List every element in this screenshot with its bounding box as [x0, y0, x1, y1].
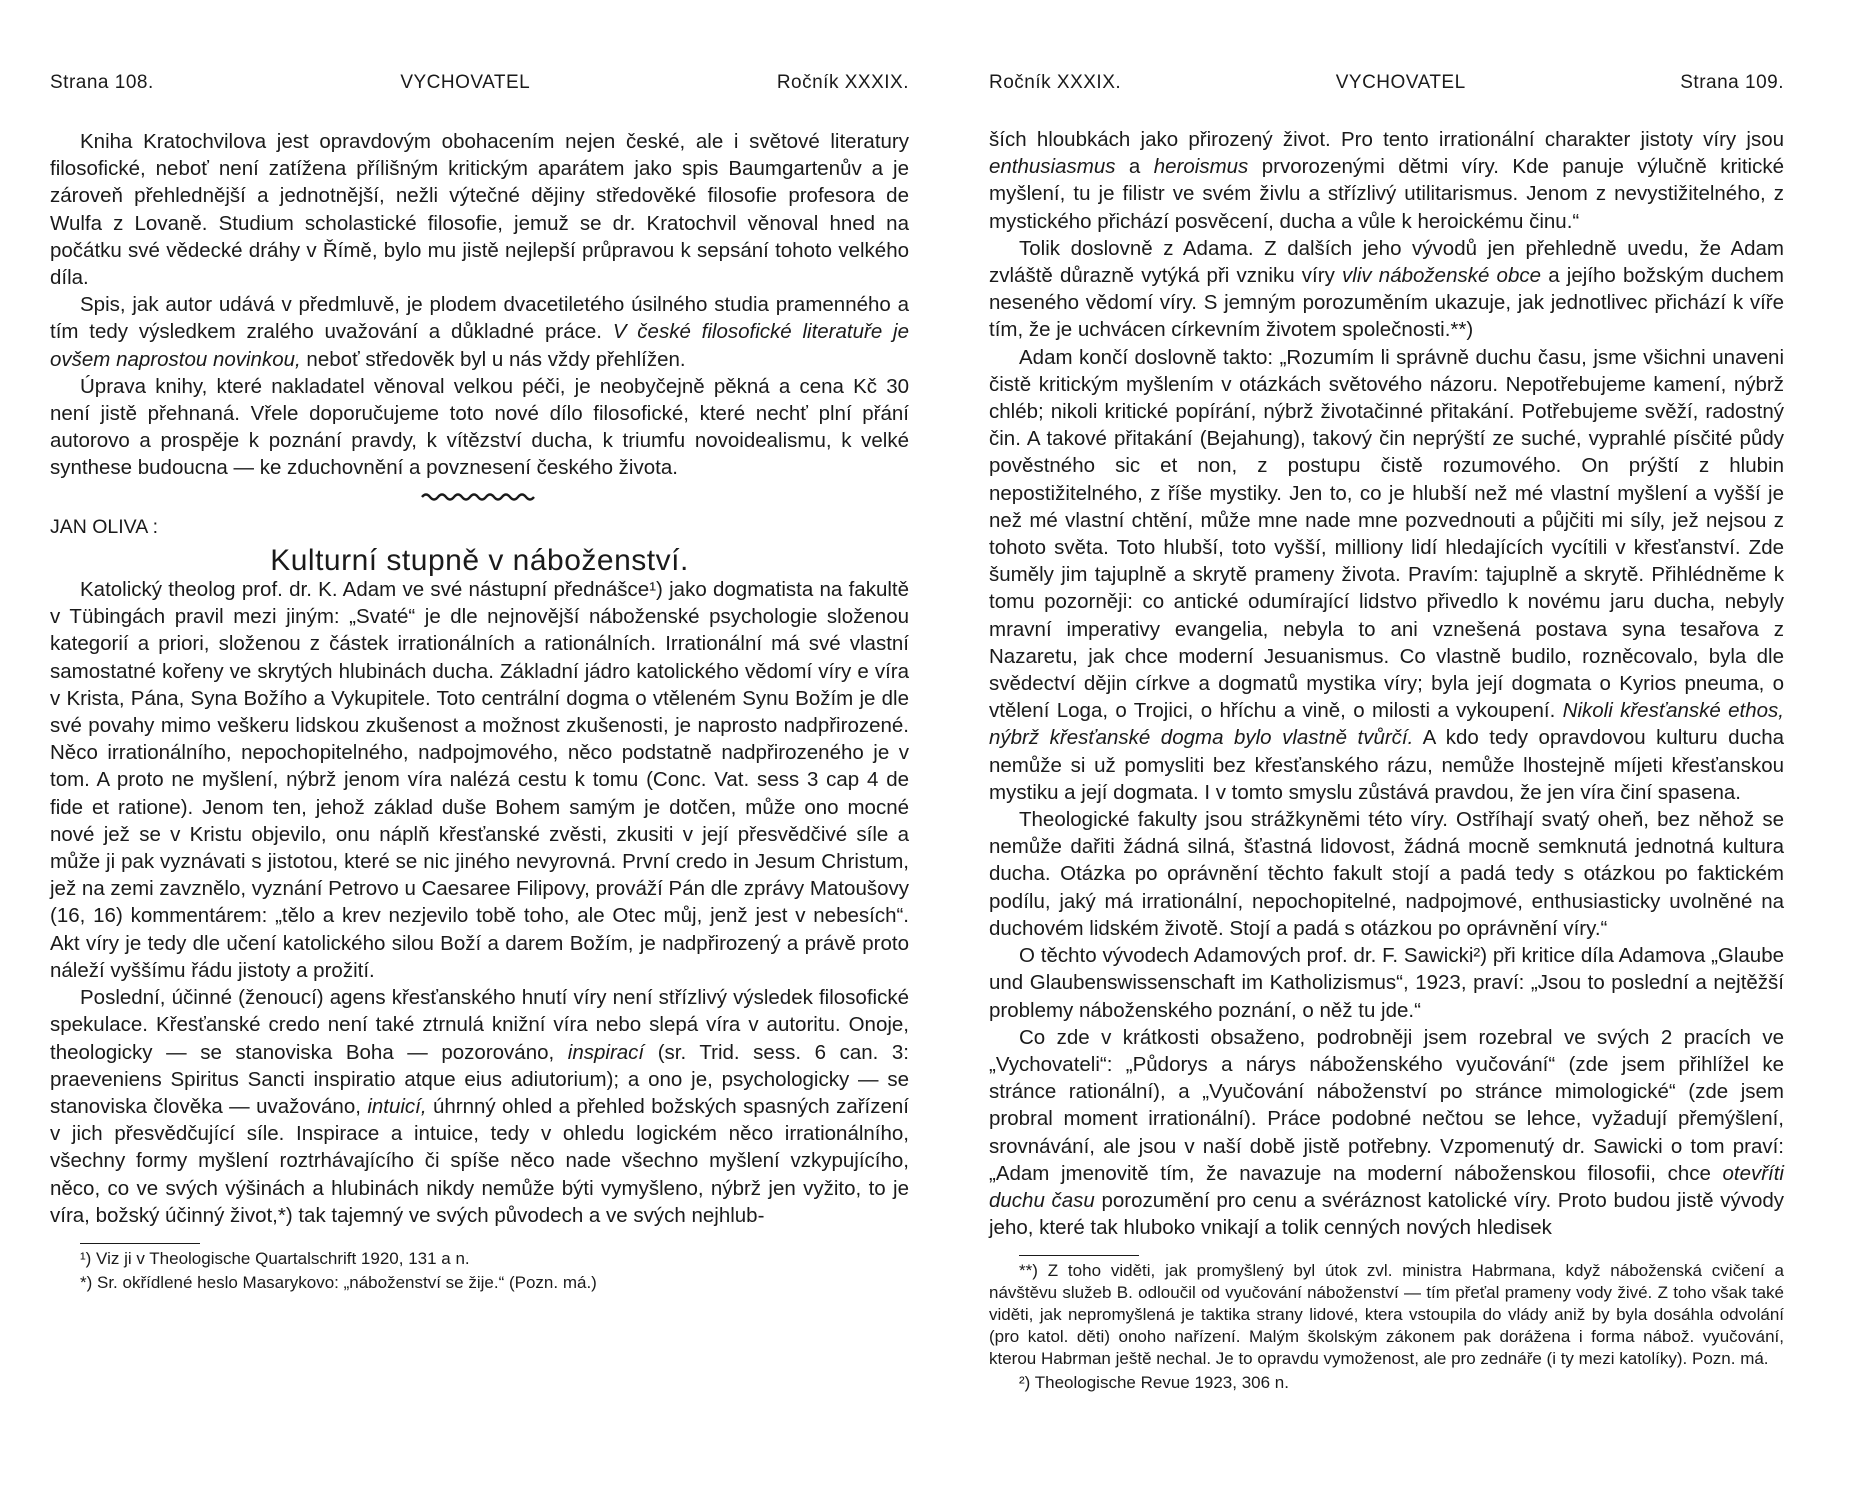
- running-header-right: [989, 72, 1784, 108]
- page-number: Strana 108.: [50, 72, 154, 93]
- footnote: **) Z toho viděti, jak promyšlený byl útok zvl. ministra Habrmana, když náboženská cvičení a návštěvu služeb B. odloučil od vyučování náboženství — tím přeťal prameny vody živé. Z toho však také viděti, jak nepromyšlená je taktika strany lidové, ktera vstoupila do vlády aniž by byla dosáhla odvolání (pro katol. děti) onoho nařízení. Malým školským zákonem pak dorážena i forma nábož. vyučování, kterou Habrman ještě nechal. Je to opravdu vymoženost, ale pro zednáře (i ty mezi katolíky). Pozn. má.: [989, 1261, 1784, 1369]
- paragraph: Tolik doslovně z Adama. Z dalších jeho vývodů jen přehledně uvedu, že Adam zvláště důrazně vytýká při vzniku víry vliv náboženské obce a jejího božským duchem neseného vědomí víry. S jemným porozuměním ukazuje, jak jednotlivec přichází k víře tím, že je uchvácen církevním životem společnosti.**): [989, 236, 1784, 342]
- footnote: ²) Theologische Revue 1923, 306 n.: [1019, 1373, 1289, 1393]
- paragraph: Úprava knihy, které nakladatel věnoval velkou péči, je neobyčejně pěkná a cena Kč 30 není jistě přehnaná. Vřele doporučujeme toto nové dílo filosofické, které nechť plní přání autorovo a prospěje k poznání pravdy, k vítězství ducha, k triumfu novoidealismu, k velké synthese budoucna — ke zduchovnění a povznesení českého života.: [50, 374, 909, 480]
- article-author: JAN OLIVA :: [50, 515, 159, 538]
- left-text-block: [50, 128, 909, 1229]
- paragraph: Poslední, účinné (ženoucí) agens křesťanského hnutí víry není střízlivý výsledek filosofické spekulace. Křesťanské credo není také ztrnulá knižní víra nebo slepá víra v autoritu. Onoje, theologicky — se stanoviska Boha — pozorováno, inspirací (sr. Trid. sess. 6 can. 3: praeveniens Spiritus Sancti inspiratio atque eius adiutorium); a ono je, psychologicky — se stanoviska člověka — uvažováno, intuicí, úhrnný ohled a přehled božských spasných zařízení v jich přesvědčující síle. Inspirace a intuice, tedy v ohledu logickém něco irrationálního, všechny formy myšlení roztrhávajícího či spíše něco nade všechno myšlení vzkypujícího, něco, co ve svých výšinách a hlubinách nikdy nemůže býti vymyšleno, nýbrž jen vyžito, to je víra, božský účinný život,*) tak tajemný ve svých původech a ve svých nejhlub-: [50, 986, 909, 1227]
- paragraph: ších hloubkách jako přirozený život. Pro tento irrationální charakter jistoty víry jsou enthusiasmus a heroismus prvorozenými dětmi víry. Kde panuje výlučně kritické myšlení, tu je filistr ve svém živlu a střízlivý utilitarismus. Jenom z nevystižitelného, z mystického přichází posvěcení, ducha a vůle k heroickému činu.“: [989, 128, 1785, 233]
- wavy-divider-icon: [420, 490, 540, 504]
- running-header-left: [50, 72, 909, 108]
- page-number: Strana 109.: [1680, 72, 1784, 93]
- volume-label: Ročník XXXIX.: [989, 72, 1122, 93]
- paragraph: Kniha Kratochvilova jest opravdovým obohacením nejen české, ale i světové literatury filosofické, neboť není zatížena přílišným kritickým aparátem jako spis Baumgartenův a je zároveň přehlednější a jednotnější, nežli výtečné dějiny středověké filosofie profesora de Wulfa z Lovaně. Studium scholastické filosofie, jemuž se dr. Kratochvil věnoval hned na počátku své vědecké dráhy v Římě, bylo mu jistě nejlepší průpravou k sepsání tohoto velkého díla.: [50, 130, 909, 290]
- footnote: *) Sr. okřídlené heslo Masarykovo: „náboženství se žije.“ (Pozn. má.): [80, 1272, 597, 1292]
- journal-title: VYCHOVATEL: [400, 72, 531, 93]
- journal-title: VYCHOVATEL: [1335, 72, 1466, 93]
- footnotes-left: [50, 1248, 909, 1294]
- section-ornament: [50, 484, 909, 506]
- article-title: Kulturní stupně v náboženství.: [270, 543, 689, 577]
- right-text-block: [989, 126, 1784, 1241]
- footnote-rule: [80, 1243, 200, 1244]
- footnotes-right: [989, 1260, 1784, 1394]
- paragraph: Co zde v krátkosti obsaženo, podrobněji jsem rozebral ve svých 2 pracích ve „Vychovateli“: „Půdorys a nárys náboženského vyučování“ (zde jsem přihlížel ke stránce rationální), a „Vyučování náboženství po stránce mimologické“ (zde jsem probral moment irrationální). Práce podobné nečtou se lehce, vyžadují přemýšlení, srovnávání, ale jsou v naší době jistě potřebny. Vzpomenutý dr. Sawicki o tom praví: „Adam jmenovitě tím, že navazuje na moderní náboženskou filosofii, chce otevříti duchu času porozumění pro cenu a svéráznost katolické víry. Proto budou jistě vývody jeho, které tak hluboko vnikají a tolik cenných nových hledisek: [989, 1025, 1785, 1240]
- paragraph: O těchto vývodech Adamových prof. dr. F. Sawicki²) při kritice díla Adamova „Glaube und Glaubenswissenschaft im Katholizismus“, 1923, praví: „Jsou to poslední a nejtěžší problemy náboženského poznání, o něž tu jde.“: [989, 944, 1784, 1022]
- paragraph: Spis, jak autor udává v předmluvě, je plodem dvacetiletého úsilného studia pramenného a tím tedy výsledkem zralého uvažování a důkladné práce. V české filosofické literatuře je ovšem naprostou novinkou, neboť středověk byl u nás vždy přehlížen.: [50, 293, 909, 371]
- right-page: [933, 0, 1866, 1500]
- footnote-rule: [1019, 1255, 1139, 1256]
- paragraph: Katolický theolog prof. dr. K. Adam ve své nástupní přednášce¹) jako dogmatista na fakultě v Tübingách pravil mezi jiným: „Svaté“ je dle nejnovější náboženské psychologie složenou kategorií a priori, složenou z částek irrationálních a rationálních. Irrationální má své vlastní samostatné kořeny ve skrytých hlubinách ducha. Základní jádro katolického vědomí víry e víra v Krista, Pána, Syna Božího a Vykupitele. Toto centrální dogma o vtěleném Synu Božím je dle své povahy mimo veškeru lidskou zkušenost a možnost zkušenosti, je naprosto nadpřirozené. Něco irrationálního, nepochopitelného, nadpojmového, něco podstatně nadpřirozeného je v tom. A proto ne myšlení, nýbrž jenom víra nalézá cestu k tomu (Conc. Vat. sess 3 cap 4 de fide et ratione). Jenom ten, jehož základ duše Bohem samým je dotčen, může ono mocné nové jež se v Kristu objevilo, onu náplň křesťanské zvěsti, zkusiti v její přesvědčivé síle a může ji pak vyznávati s jistotou, které se nic jiného nevyrovná. První credo in Jesum Christum, jež na zemi zavznělo, vyznání Petrovo u Caesaree Filipovy, prováží Pán dle zprávy Matoušovy (16, 16) kommentárem: „tělo a krev nezjevilo tobě toho, ale Otec můj, jenž jest v nebesích“. Akt víry je tedy dle učení katolického silou Boží a darem Božím, je nadpřirozený a právě proto náleží vyššímu řádu jistoty a prožití.: [50, 578, 909, 982]
- paragraph: Theologické fakulty jsou strážkyněmi této víry. Ostříhají svatý oheň, bez něhož se nemůže dařiti žádná silná, šťastná lidovost, žádná mocně semknutá jednotná kultura ducha. Otázka po oprávnění těchto fakult stojí a padá tedy s otázkou po faktickém podílu, jaký má irrationální, nepochopitelné, nadpojmové, enthusiasticky uvolněné na duchovém lidském životě. Stojí a padá s otázkou po oprávnění víry.“: [989, 808, 1784, 940]
- volume-label: Ročník XXXIX.: [776, 72, 909, 93]
- paragraph: Adam končí doslovně takto: „Rozumím li správně duchu času, jsme všichni unaveni čistě kritickým myšlením v otázkách světového názoru. Nepotřebujeme kamení, nýbrž chléb; nikoli kritické popírání, nýbrž životačinné přitakání. Potřebujeme svěží, radostný čin. A takové přitakání (Bejahung), takový čin neprýští ze suché, vyprahlé písčité půdy pověstného sic et non, z postupu čistě rozumového. On prýští z hlubin nepostižitelného, z říše mystiky. Jen to, co je hlubší než mé vlastní myšlení a vyšší je než mé vlastní chtění, může mne nade mne pozvednouti a půjčiti mi síly, jež nejsou z tohoto světa. Toto hlubší, toto vyšší, milliony lidí hledajících vycítili v křesťanství. Zde šuměly jim tajuplně a skrytě prameny života. Pravím: tajuplně a skrytě. Přihlédněme k tomu pozorněji: co antické odumírající lidstvo přivedlo k novému jaru ducha, nebyly mravní imperativy evangelia, nebyla to ani vznešená postava syna tesařova z Nazaretu, jak chce moderní Jesuanismus. Co vlastně budilo, rozněcovalo, byla dle svědectví dějin církve a dogmatů mystika víry; byla její dogmata o Kyrios pneuma, o vtělení Loga, o Trojici, o hříchu a vině, o milosti a vykoupení. Nikoli křesťanské ethos, nýbrž křesťanské dogma bylo vlastně tvůrčí. A kdo tedy opravdovou kulturu ducha nemůže si už pomysliti bez křesťanského rázu, nemůže lhostejně míjeti křesťanskou mystiku a její dogmata. I v tomto smyslu zůstává pravdou, že jen víra činí spasena.: [989, 345, 1784, 804]
- footnote: ¹) Viz ji v Theologische Quartalschrift 1920, 131 a n.: [80, 1248, 470, 1268]
